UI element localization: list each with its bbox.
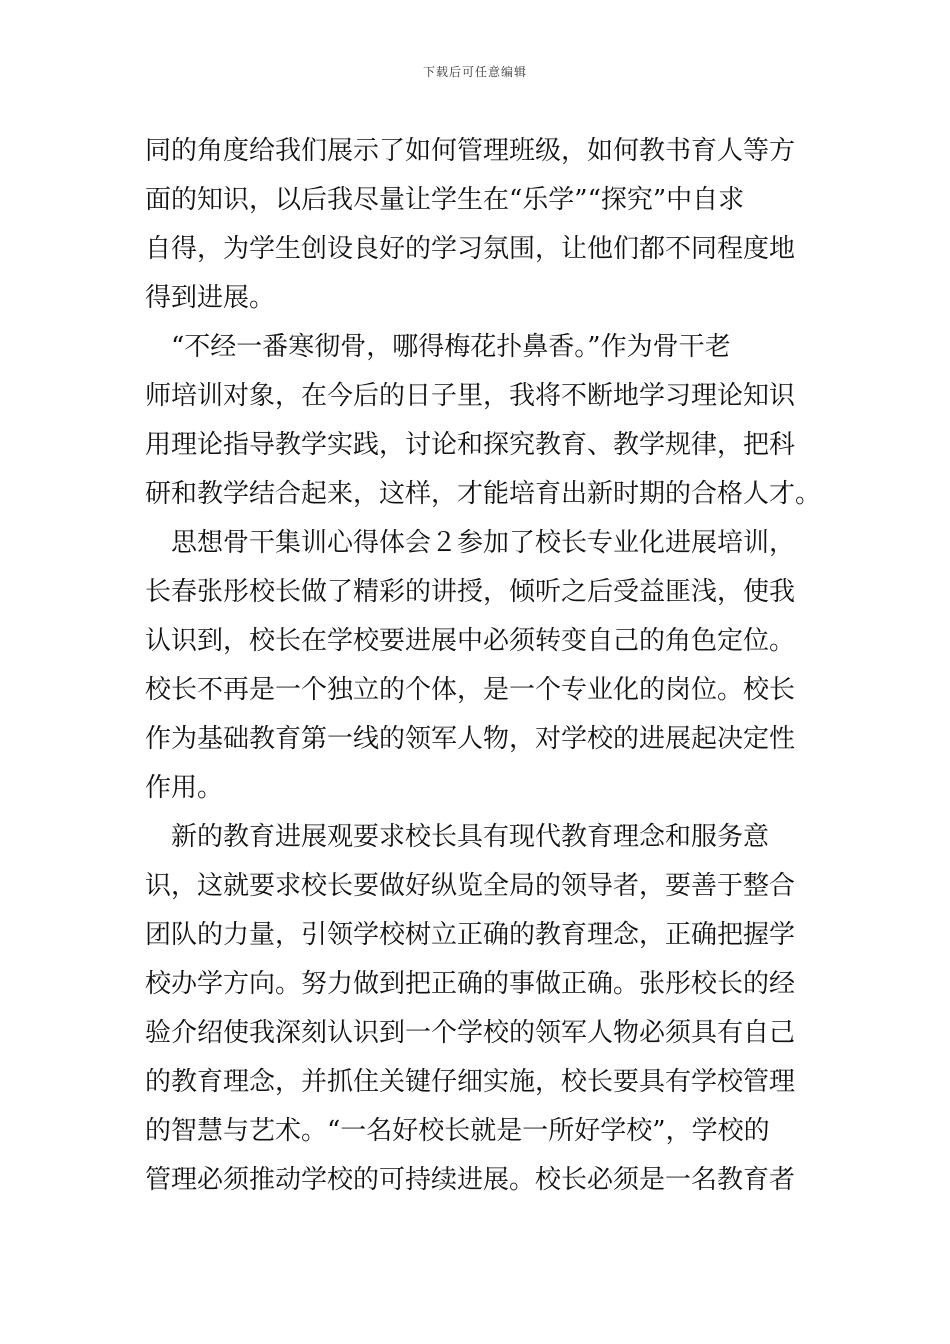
text-line: 的教育理念，并抓住关键仔细实施，校长要具有学校管理 bbox=[145, 1067, 796, 1097]
text-line: 作用。 bbox=[145, 773, 224, 803]
text-line: 验介绍使我深刻认识到一个学校的领军人物必须具有自己 bbox=[145, 1018, 796, 1048]
text-line: 新的教育进展观要求校长具有现代教育理念和服务意 bbox=[145, 822, 770, 852]
document-body bbox=[145, 127, 822, 1205]
text-line: “不经一番寒彻骨，哪得梅花扑鼻香。”作为骨干老 bbox=[145, 332, 731, 362]
text-line: 面的知识，以后我尽量让学生在“乐学”“探究”中自求 bbox=[145, 185, 745, 215]
text-line: 思想骨干集训心得体会２参加了校长专业化进展培训， bbox=[145, 528, 796, 558]
text-line: 自得，为学生创设良好的学习氛围，让他们都不同程度地 bbox=[145, 234, 796, 264]
text-line: 校办学方向。努力做到把正确的事做正确。张彤校长的经 bbox=[145, 969, 796, 999]
text-line: 管理必须推动学校的可持续进展。校长必须是一名教育者 bbox=[145, 1165, 796, 1195]
text-line: 研和教学结合起来，这样，才能培育出新时期的合格人才。 bbox=[145, 479, 822, 509]
text-line: 认识到，校长在学校要进展中必须转变自己的角色定位。 bbox=[145, 626, 796, 656]
text-line: 用理论指导教学实践，讨论和探究教育、教学规律，把科 bbox=[145, 430, 796, 460]
text-line: 得到进展。 bbox=[145, 283, 276, 313]
text-line: 作为基础教育第一线的领军人物，对学校的进展起决定性 bbox=[145, 724, 796, 754]
text-line: 同的角度给我们展示了如何管理班级，如何教书育人等方 bbox=[145, 136, 796, 166]
text-line: 师培训对象，在今后的日子里，我将不断地学习理论知识 bbox=[145, 381, 796, 411]
text-line: 识，这就要求校长要做好纵览全局的领导者，要善于整合 bbox=[145, 871, 796, 901]
page-header: 下载后可任意编辑 bbox=[422, 65, 527, 79]
text-line: 长春张彤校长做了精彩的讲授，倾听之后受益匪浅，使我 bbox=[145, 577, 796, 607]
text-line: 校长不再是一个独立的个体，是一个专业化的岗位。校长 bbox=[145, 675, 796, 705]
text-line: 团队的力量，引领学校树立正确的教育理念，正确把握学 bbox=[145, 920, 796, 950]
text-line: 的智慧与艺术。“一名好校长就是一所好学校”，学校的 bbox=[145, 1116, 770, 1146]
